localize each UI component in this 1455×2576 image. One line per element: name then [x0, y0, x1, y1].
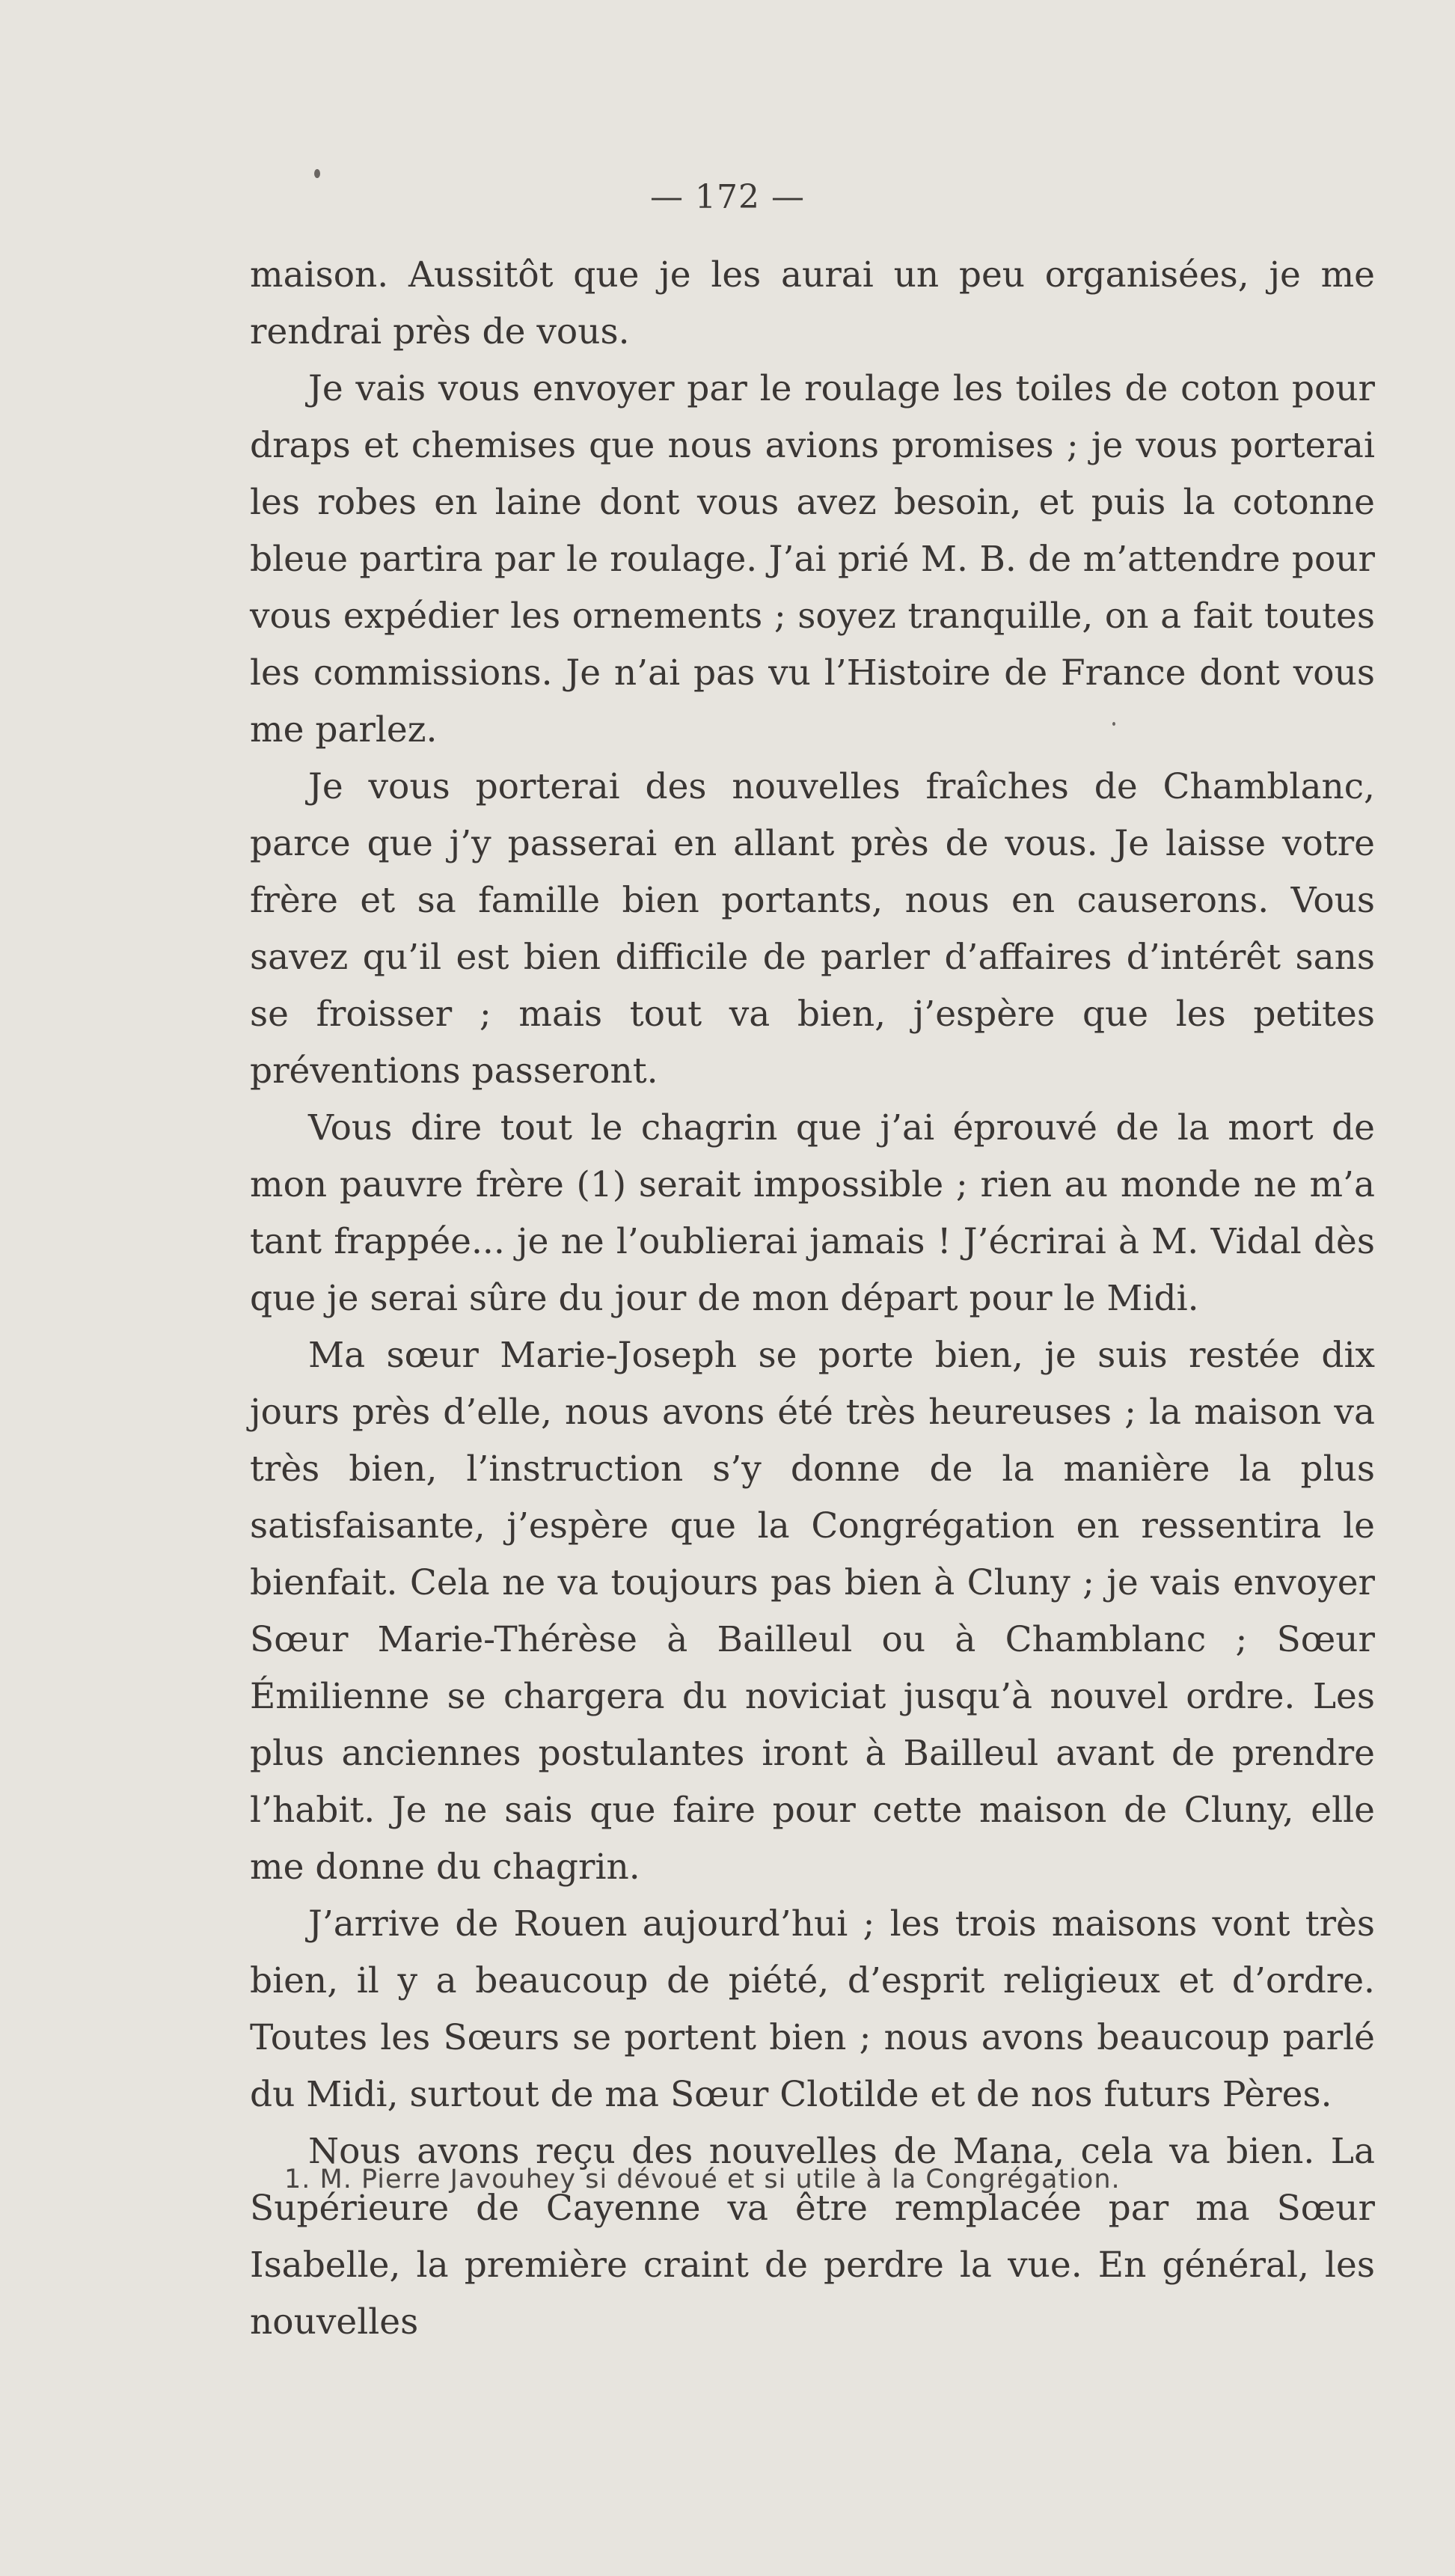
- ink-speck: [314, 169, 320, 178]
- paragraph: Je vais vous envoyer par le roulage les toiles de coton pour draps et chemises que nous avions promises ; je vous porterai les robes en laine dont vous avez besoin, et puis la cotonne bleue partira par le roulage. J’ai prié M. B. de m’attendre pour vous expédier les ornements ; soyez tranquille, on a fait toutes les commissions. Je n’ai pas vu l’Histoire de France dont vous me parlez.: [250, 368, 1375, 750]
- paragraph: Nous avons reçu des nouvelles de Mana, cela va bien. La Supérieure de Cayenne va être remplacée par ma Sœur Isabelle, la première craint de perdre la vue. En général, les nouvelles: [250, 2131, 1375, 2343]
- page-number: — 172 —: [650, 178, 805, 216]
- paragraph: Ma sœur Marie-Joseph se porte bien, je suis restée dix jours près d’elle, nous avons été très heureuses ; la maison va très bien, l’instruction s’y donne de la manière la plus satisfaisante, j’espère que la Congrégation en ressentira le bienfait. Cela ne va toujours pas bien à Cluny ; je vais envoyer Sœur Marie-Thérèse à Bailleul ou à Chamblanc ; Sœur Émilienne se chargera du noviciat jusqu’à nouvel ordre. Les plus anciennes postulantes iront à Bailleul avant de prendre l’habit. Je ne sais que faire pour cette maison de Cluny, elle me donne du chagrin.: [250, 1335, 1375, 1888]
- footnote: 1. M. Pierre Javouhey si dévoué et si utile à la Congrégation.: [284, 2164, 1121, 2194]
- paragraph: J’arrive de Rouen aujourd’hui ; les trois maisons vont très bien, il y a beaucoup de piété, d’esprit religieux et d’ordre. Toutes les Sœurs se portent bien ; nous avons beaucoup parlé du Midi, surtout de ma Sœur Clotilde et de nos futurs Pères.: [250, 1903, 1375, 2115]
- paragraph: maison. Aussitôt que je les aurai un peu organisées, je me rendrai près de vous.: [250, 254, 1375, 352]
- paragraph: Vous dire tout le chagrin que j’ai éprouvé de la mort de mon pauvre frère (1) serait impossible ; rien au monde ne m’a tant frappée... je ne l’oublierai jamais ! J’écrirai à M. Vidal dès que je serai sûre du jour de mon départ pour le Midi.: [250, 1107, 1375, 1319]
- paragraph: Je vous porterai des nouvelles fraîches de Chamblanc, parce que j’y passerai en allant près de vous. Je laisse votre frère et sa famille bien portants, nous en causerons. Vous savez qu’il est bien difficile de parler d’affaires d’intérêt sans se froisser ; mais tout va bien, j’espère que les petites préventions passeront.: [250, 766, 1375, 1092]
- body-text: [250, 247, 1375, 2351]
